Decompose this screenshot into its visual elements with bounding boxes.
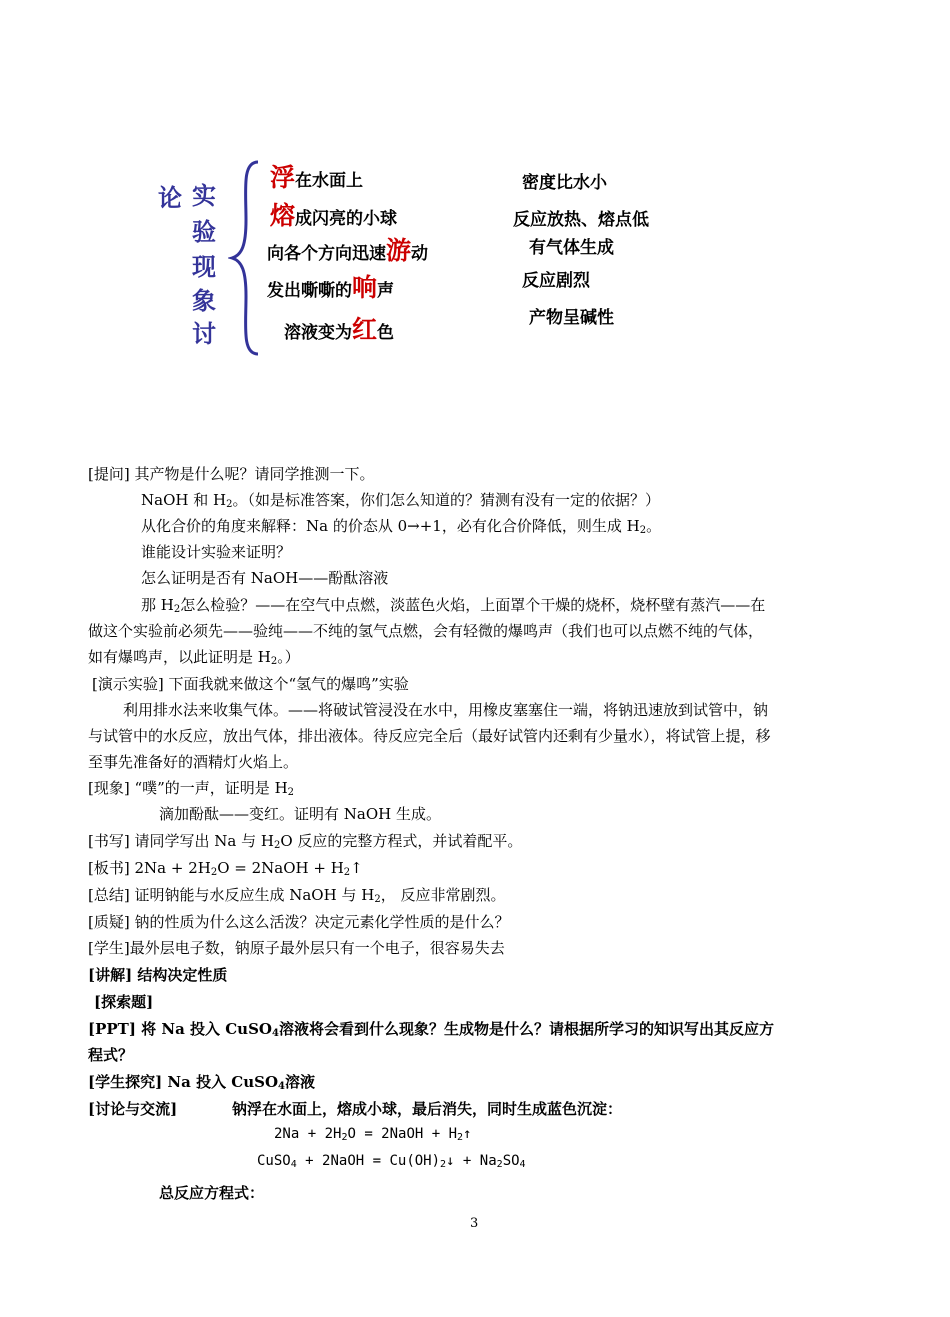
conclusion-gas: 有气体生成 <box>529 238 614 258</box>
demo-line: [演示实验] 下面我就来做这个“氢气的爆鸣”实验 <box>92 675 409 693</box>
diagram-vertical-char: 验 <box>192 217 216 246</box>
naoh-test-line: 怎么证明是否有 NaOH——酚酞溶液 <box>141 569 389 587</box>
up-arrow-icon: ↑ <box>463 1126 472 1142</box>
conclusion-density: 密度比水小 <box>522 173 607 193</box>
h2-test-line: 那 $H_2$怎么检验？——在空气中点燃，淡蓝色火焰，上面罩个干燥的烧杯，烧杯壁有蒸汽——在 <box>141 596 766 615</box>
equation-1: $2Na + 2H_2O$ = 2NaOH + $H_2↑$ <box>274 1126 472 1143</box>
diagram-vertical-char: 讨 <box>192 319 216 348</box>
explain-line: [讲解] 结构决定性质 <box>88 966 228 984</box>
total-equation-label: 总反应方程式： <box>159 1184 265 1202</box>
question-line: [提问] 其产物是什么呢？请同学推测一下。 <box>88 465 375 483</box>
doubt-line: [质疑] 钠的性质为什么这么活泼？决定元素化学性质的是什么？ <box>88 913 510 931</box>
diagram-vertical-char: 实 <box>192 181 216 210</box>
student-explore-line: [学生探究] Na 投入 CuSO$_4$溶液 <box>88 1073 316 1092</box>
phenolphthalein-line: 滴加酚酞——变红。证明有 NaOH 生成。 <box>159 805 441 823</box>
diagram-vertical-char: 现 <box>192 252 216 281</box>
conclusion-heat: 反应放热、熔点低 <box>513 210 649 230</box>
paragraph-line: 利用排水法来收集气体。——将破试管浸没在水中，用橡皮塞塞住一端，将钠迅速放到试管中，钠 <box>123 701 769 719</box>
ppt-line: [PPT] 将 Na 投入 CuSO$_4$溶液将会看到什么现象？生成物是什么？请根据所学习的知识写出其反应方 <box>88 1020 774 1039</box>
paragraph-line: 至事先准备好的酒精灯火焰上。 <box>88 753 299 771</box>
explore-title: [探索题] <box>94 993 154 1011</box>
diagram-left-char: 论 <box>158 183 182 212</box>
phenomenon-line: [现象] “噗”的一声，证明是 $H_2$ <box>88 779 295 798</box>
diagram-vertical-char: 象 <box>192 286 216 315</box>
equation-2: CuSO$_4$ + 2NaOH = $Cu(OH)_2↓ + Na_2SO_4$ <box>257 1153 526 1170</box>
paragraph-line: 如有爆鸣声，以此证明是 $H_2$。） <box>88 648 300 667</box>
summary-line: [总结] 证明钠能与水反应生成 NaOH 与 $H_2$， 反应非常剧烈。 <box>88 886 506 905</box>
conclusion-alkaline: 产物呈碱性 <box>529 308 614 328</box>
phenomenon-melt: 熔成闪亮的小球 <box>270 201 398 230</box>
phenomenon-float: 浮在水面上 <box>270 163 364 192</box>
design-line: 谁能设计实验来证明？ <box>141 543 292 561</box>
up-arrow-icon: ↑ <box>350 859 363 877</box>
paragraph-line: 做这个实验前必须先——验纯——不纯的氢气点燃，会有轻微的爆鸣声（我们也可以点燃不纯的气体， <box>88 622 764 640</box>
discussion-label: [讨论与交流] <box>88 1100 178 1118</box>
conclusion-violent: 反应剧烈 <box>522 271 590 291</box>
writing-line: [书写] 请同学写出 Na 与 $H_2O$ 反应的完整方程式，并试着配平。 <box>88 832 523 851</box>
paragraph-line: 与试管中的水反应，放出气体，排出液体。待反应完全后（最好试管内还剩有少量水），将试管上提，移 <box>88 727 771 745</box>
phenomenon-move: 向各个方向迅速游动 <box>267 236 429 265</box>
answer-line: NaOH 和 $H_2$。（如是标准答案，你们怎么知道的？猜测有没有一定的依据？） <box>141 491 660 510</box>
student-line: [学生]最外层电子数，钠原子最外层只有一个电子，很容易失去 <box>88 939 505 957</box>
phenomenon-red: 溶液变为红色 <box>284 315 395 344</box>
board-line: [板书] $2Na + 2H_2O$ = 2NaOH + $H_2↑$ <box>88 859 363 878</box>
page-number: 3 <box>470 1216 479 1231</box>
phenomenon-sound: 发出嘶嘶的响声 <box>267 273 395 302</box>
discussion-text: 钠浮在水面上，熔成小球，最后消失，同时生成蓝色沉淀： <box>232 1100 623 1118</box>
valence-line: 从化合价的角度来解释：Na 的价态从 0→+1，必有化合价降低，则生成 $H_2$。 <box>141 517 662 536</box>
ppt-line-cont: 程式？ <box>88 1046 134 1064</box>
curly-brace <box>228 160 264 356</box>
